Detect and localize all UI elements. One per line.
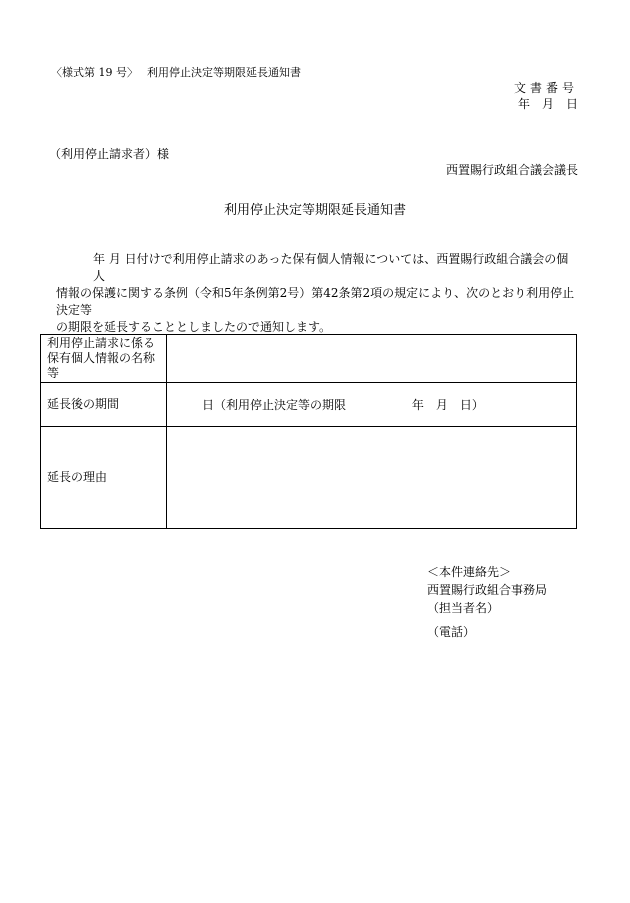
- table-row-extended-period: [41, 383, 577, 427]
- extended-period-day: 日（利用停止決定等の期限: [202, 398, 347, 412]
- contact-heading: ＜本件連絡先＞: [427, 565, 512, 579]
- extension-info-table: [40, 334, 577, 529]
- document-number-label: 文書番号: [513, 81, 578, 95]
- information-name-label-line-3: 等: [47, 366, 60, 380]
- information-name-label-line-1: 利用停止請求に係る: [47, 336, 156, 350]
- contact-block: [427, 563, 547, 641]
- contact-phone: （電話）: [427, 625, 476, 639]
- document-date-label: 年 月 日: [517, 97, 578, 111]
- extended-period-label: 延長後の期間: [41, 383, 167, 427]
- information-name-label-line-2: 保有個人情報の名称: [47, 351, 156, 365]
- document-title: 利用停止決定等期限延長通知書: [223, 203, 406, 218]
- body-line-2: 情報の保護に関する条例（令和5年条例第2号）第42条第2項の規定により、次のとおり利用停止決定等: [56, 286, 575, 317]
- notice-body: [56, 251, 578, 336]
- information-name-label: [41, 335, 167, 383]
- body-line-1: 年 月 日付けで利用停止請求のあった保有個人情報については、西置賜行政組合議会の個人: [93, 252, 569, 283]
- addressee: （利用停止請求者）様: [49, 147, 170, 161]
- form-number-label: 〈様式第 19 号〉 利用停止決定等期限延長通知書: [51, 66, 301, 79]
- extension-reason-value[interactable]: [167, 427, 577, 529]
- extended-period-value[interactable]: [167, 383, 577, 427]
- extension-reason-label: 延長の理由: [41, 427, 167, 529]
- contact-office: 西置賜行政組合事務局: [427, 583, 548, 597]
- extended-period-deadline-date: 年 月 日）: [411, 398, 484, 412]
- body-line-3: の期限を延長することとしましたので通知します。: [56, 320, 332, 334]
- table-row-extension-reason: [41, 427, 577, 529]
- table-row-information-name: [41, 335, 577, 383]
- information-name-value[interactable]: [167, 335, 577, 383]
- sender: 西置賜行政組合議会議長: [445, 163, 578, 177]
- contact-person: （担当者名）: [427, 601, 500, 615]
